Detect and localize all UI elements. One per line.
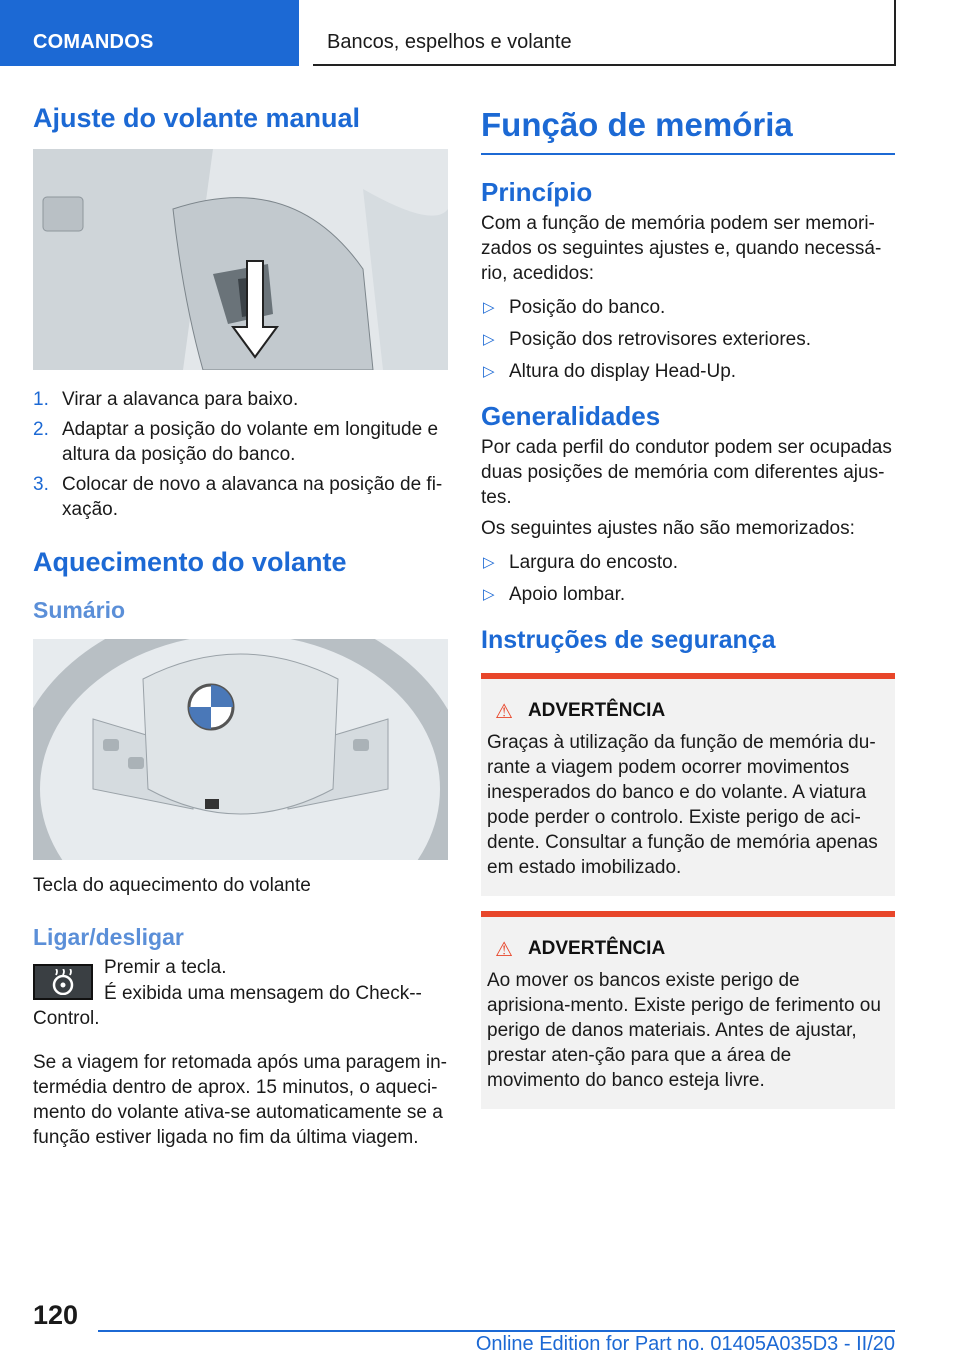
section-label: COMANDOS	[0, 0, 299, 66]
warning-box	[481, 911, 895, 1109]
manual-adjust-steps	[33, 387, 448, 522]
heating-key-block	[33, 956, 448, 1029]
warning-text: Graças à utilização da função de memória du‐rante a viagem podem ocorrer movimentos inesperados do banco e do volante. A viatura pode perder o controlo. Existe perigo de aci‐dente. Consultar a função de memória apenas em estado imobilizado.	[487, 731, 878, 878]
triangle-bullet-icon: ▷	[483, 553, 495, 571]
steering-wheel-image	[33, 639, 448, 860]
triangle-bullet-icon: ▷	[483, 585, 495, 603]
list-item: ▷ Posição do banco.	[483, 296, 666, 318]
list-item: ▷ Altura do display Head-Up.	[483, 360, 737, 382]
steering-column-lever-image	[33, 149, 448, 370]
manual-adjust-title: Ajuste do volante manual	[33, 103, 361, 133]
page-number: 120	[33, 1300, 79, 1330]
list-item: 3. Colocar de novo a alavanca na posição de fi‐xação.	[33, 474, 443, 521]
principle-text: Com a função de memória podem ser memori‐zados os seguintes ajustes e, quando necessá‐rio, acedidos:	[481, 212, 882, 284]
warning-title: ADVERTÊNCIA	[527, 700, 666, 722]
steering-heating-title: Aquecimento do volante	[33, 547, 347, 578]
triangle-bullet-icon: ▷	[483, 298, 495, 316]
steering-heating-caption: Tecla do aquecimento do volante	[33, 874, 311, 896]
not-memorized-list	[481, 550, 895, 607]
general-text: Por cada perfil do condutor podem ser ocupadas duas posições de memória com diferentes ajus‐tes.	[481, 436, 892, 508]
warning-text: Ao mover os bancos existe perigo de aprisiona‐mento. Existe perigo de ferimento ou perigo de danos materiais. Antes de ajustar, prestar aten‐ção para que a área de movimento do banco esteja livre.	[487, 969, 881, 1091]
list-item: ▷ Apoio lombar.	[483, 583, 626, 605]
not-memorized-text: Os seguintes ajustes não são memorizados:	[481, 517, 855, 539]
title-rule	[481, 153, 895, 155]
principle-list	[481, 295, 895, 384]
general-title: Generalidades	[481, 400, 661, 431]
edition-note: Online Edition for Part no. 01405A035D3 - II/20	[475, 1333, 895, 1355]
list-item: 2. Adaptar a posição do volante em longitude e altura da posição do banco.	[33, 419, 439, 466]
triangle-bullet-icon: ▷	[483, 330, 495, 348]
memory-function-title: Função de memória	[481, 106, 793, 143]
triangle-bullet-icon: ▷	[483, 362, 495, 380]
left-column	[33, 95, 448, 1150]
auto-activation-text: Se a viagem for retomada após uma paragem in‐termédia dentro de aprox. 15 minutos, o aqueci‐mento do volante ativa-se automaticamente se a função estiver ligada no fim da última viagem.	[33, 1051, 447, 1148]
summary-title: Sumário	[33, 596, 126, 623]
list-item: 1. Virar a alavanca para baixo.	[33, 389, 299, 411]
breadcrumb: Bancos, espelhos e volante	[313, 0, 896, 66]
principle-title: Princípio	[481, 176, 593, 207]
on-off-title: Ligar/desligar	[33, 923, 184, 950]
list-item: ▷ Largura do encosto.	[483, 551, 679, 573]
press-key-text: Premir a tecla.	[104, 956, 227, 978]
footer-rule	[98, 1330, 895, 1332]
page-header	[0, 0, 960, 66]
warning-box	[481, 673, 895, 896]
check-control-message-text: É exibida uma mensagem do Check-‐Control.	[33, 982, 422, 1029]
safety-title: Instruções de segurança	[481, 625, 776, 654]
warning-triangle-icon: ⚠	[495, 700, 513, 723]
list-item: ▷ Posição dos retrovisores exteriores.	[483, 328, 812, 350]
warning-triangle-icon: ⚠	[495, 938, 513, 961]
warning-title: ADVERTÊNCIA	[527, 938, 666, 960]
right-column	[481, 95, 895, 1109]
